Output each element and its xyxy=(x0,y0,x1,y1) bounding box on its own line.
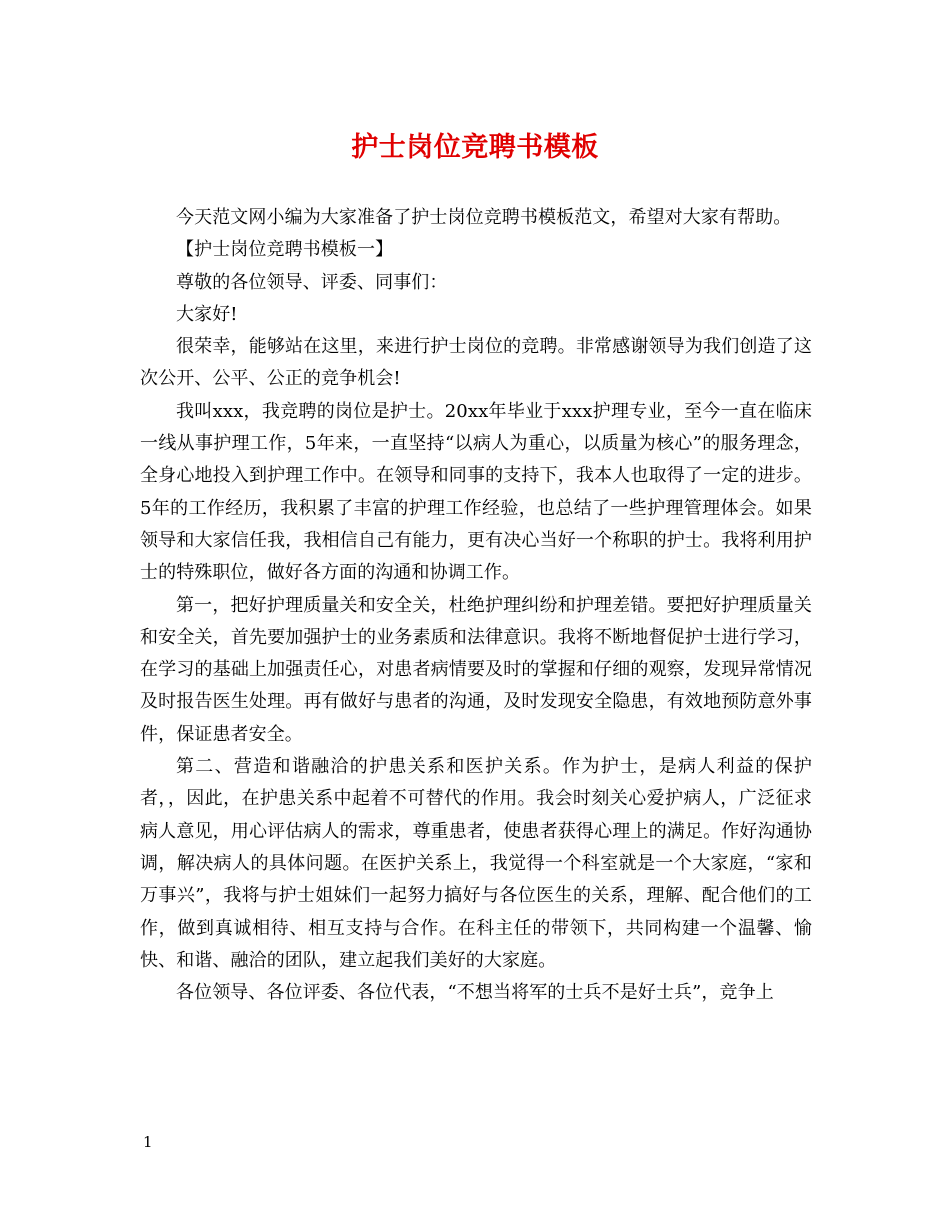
document-body xyxy=(140,202,812,1009)
paragraph-opening: 很荣幸，能够站在这里，来进行护士岗位的竞聘。非常感谢领导为我们创造了这次公开、公平、公正的竞争机会! xyxy=(140,336,812,390)
document-title: 护士岗位竞聘书模板 xyxy=(351,132,599,163)
paragraph-salutation: 尊敬的各位领导、评委、同事们： xyxy=(176,271,448,293)
paragraph-intro: 今天范文网小编为大家准备了护士岗位竞聘书模板范文，希望对大家有帮助。 xyxy=(176,207,792,228)
paragraph-closing: 各位领导、各位评委、各位代表，“不想当将军的士兵不是好士兵”，竞争上 xyxy=(176,982,774,1004)
page-number: 1 xyxy=(143,1133,153,1151)
paragraph-self-introduction: 我叫xxx，我竞聘的岗位是护士。20xx年毕业于xxx护理专业，至今一直在临床一线从事护理工作，5年来，一直坚持“以病人为重心，以质量为核心”的服务理念，全身心地投入到护理工作中。在领导和同事的支持下，我本人也取得了一定的进步。5年的工作经历，我积累了丰富的护理工作经验，也总结了一些护理管理体会。如果领导和大家信任我，我相信自己有能力，更有决心当好一个称职的护士。我将利用护士的特殊职位，做好各方面的沟通和协调工作。 xyxy=(140,400,812,584)
paragraph-point-one: 第一，把好护理质量关和安全关，杜绝护理纠纷和护理差错。要把好护理质量关和安全关，首先要加强护士的业务素质和法律意识。我将不断地督促护士进行学习，在学习的基础上加强责任心，对患者病情要及时的掌握和仔细的观察，发现异常情况及时报告医生处理。再有做好与患者的沟通，及时发现安全隐患，有效地预防意外事件，保证患者安全。 xyxy=(140,594,812,745)
paragraph-section-heading: 【护士岗位竞聘书模板一】 xyxy=(176,239,394,261)
paragraph-greeting: 大家好! xyxy=(176,303,238,325)
paragraph-point-two: 第二、营造和谐融洽的护患关系和医护关系。作为护士，是病人利益的保护者，，因此，在护患关系中起着不可替代的作用。我会时刻关心爱护病人，广泛征求病人意见，用心评估病人的需求，尊重患者，使患者获得心理上的满足。作好沟通协调，解决病人的具体问题。在医护关系上，我觉得一个科室就是一个大家庭，“家和万事兴”，我将与护士姐妹们一起努力搞好与各位医生的关系，理解、配合他们的工作，做到真诚相待、相互支持与合作。在科主任的带领下，共同构建一个温馨、愉快、和谐、融洽的团队，建立起我们美好的大家庭。 xyxy=(140,756,812,971)
